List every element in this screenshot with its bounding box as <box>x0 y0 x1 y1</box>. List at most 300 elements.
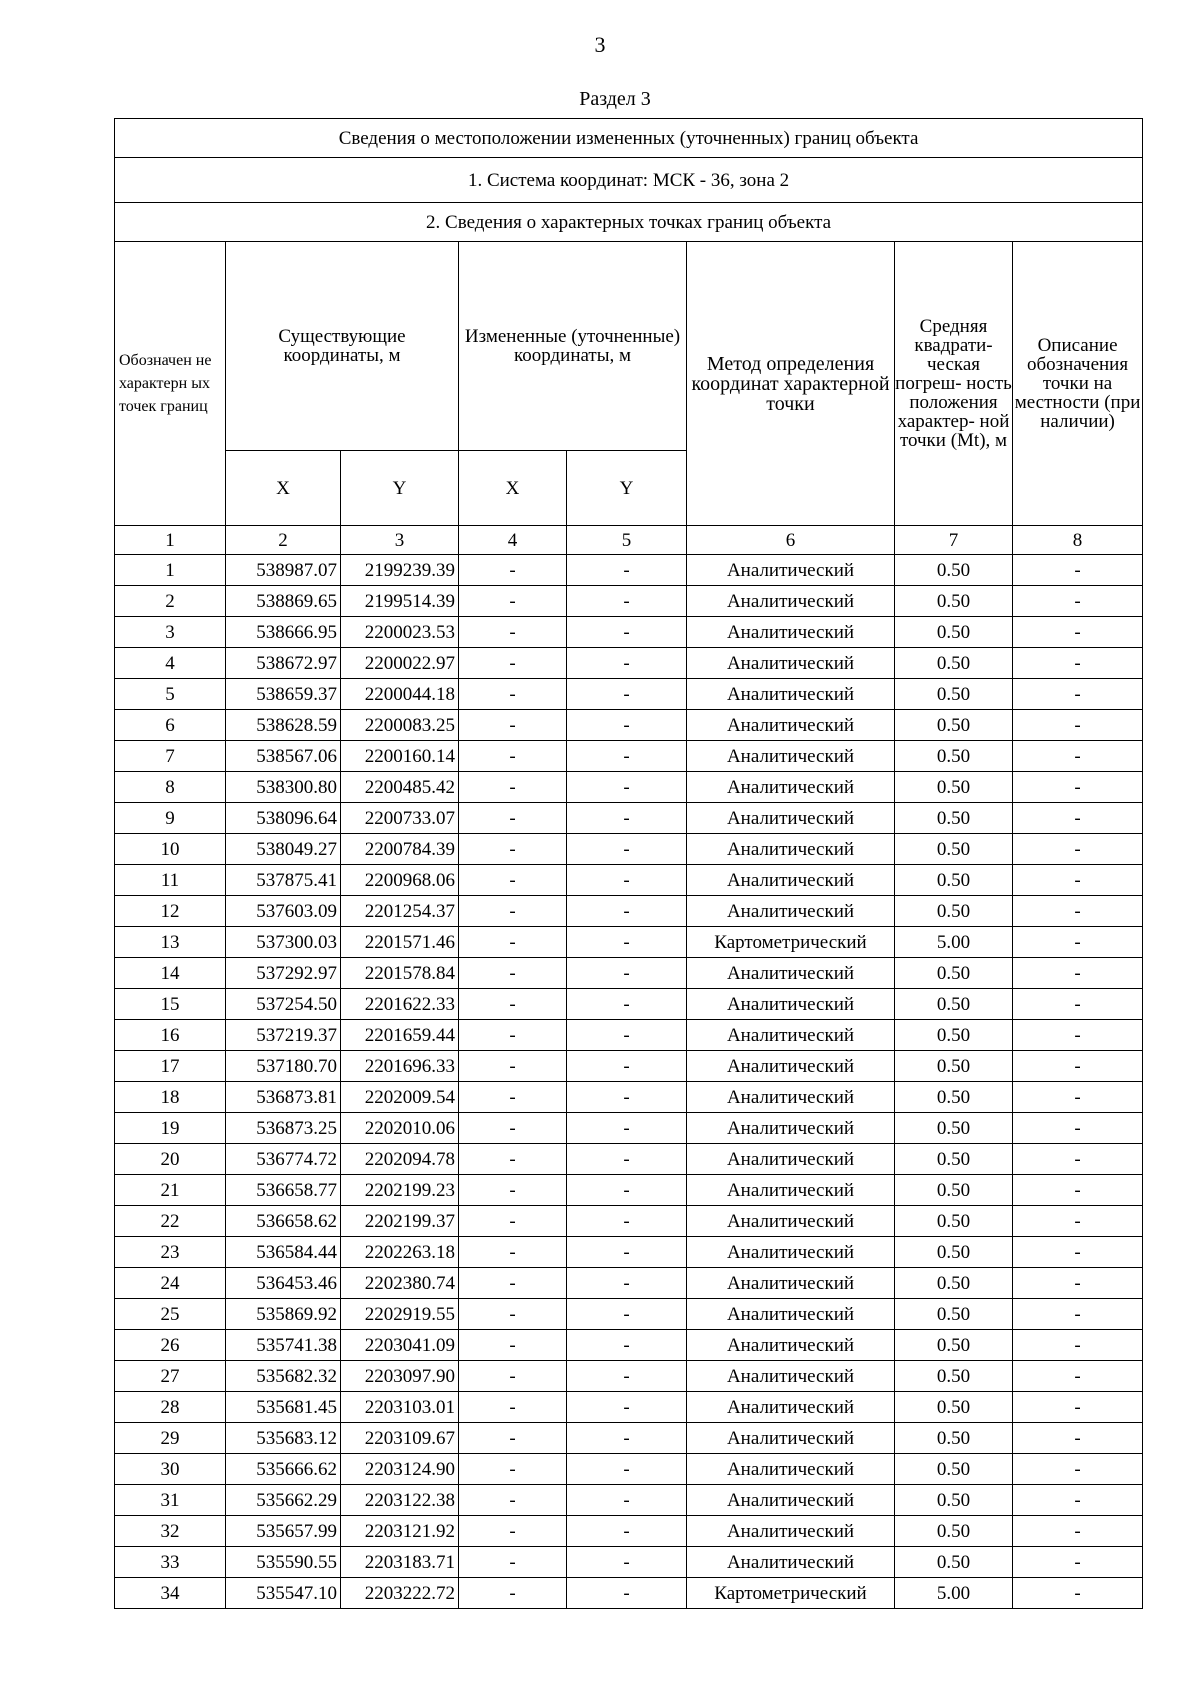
table-row <box>115 1144 1143 1175</box>
cell-changed-x: - <box>459 803 567 834</box>
cell-changed-y: - <box>567 1237 687 1268</box>
cell-accuracy: 0.50 <box>895 865 1013 896</box>
cell-existing-y: 2200044.18 <box>341 679 459 710</box>
cell-point-number: 3 <box>115 617 226 648</box>
cell-accuracy: 0.50 <box>895 1516 1013 1547</box>
cell-description: - <box>1013 896 1143 927</box>
cell-existing-x: 537254.50 <box>226 989 341 1020</box>
cell-existing-x: 537180.70 <box>226 1051 341 1082</box>
cell-existing-y: 2201578.84 <box>341 958 459 989</box>
cell-accuracy: 0.50 <box>895 1237 1013 1268</box>
cell-existing-y: 2200022.97 <box>341 648 459 679</box>
cell-method: Аналитический <box>687 1113 895 1144</box>
cell-existing-x: 538567.06 <box>226 741 341 772</box>
cell-description: - <box>1013 555 1143 586</box>
cell-accuracy: 0.50 <box>895 1423 1013 1454</box>
cell-method: Аналитический <box>687 1175 895 1206</box>
cell-existing-y: 2202263.18 <box>341 1237 459 1268</box>
cell-existing-y: 2200083.25 <box>341 710 459 741</box>
column-number: 3 <box>341 526 459 555</box>
header-changed-x: X <box>459 451 567 526</box>
cell-changed-x: - <box>459 1051 567 1082</box>
cell-accuracy: 0.50 <box>895 1330 1013 1361</box>
cell-method: Аналитический <box>687 772 895 803</box>
cell-point-number: 2 <box>115 586 226 617</box>
cell-point-number: 16 <box>115 1020 226 1051</box>
cell-point-number: 28 <box>115 1392 226 1423</box>
cell-method: Аналитический <box>687 1237 895 1268</box>
column-number: 5 <box>567 526 687 555</box>
cell-accuracy: 0.50 <box>895 555 1013 586</box>
cell-description: - <box>1013 648 1143 679</box>
cell-point-number: 31 <box>115 1485 226 1516</box>
cell-accuracy: 0.50 <box>895 1113 1013 1144</box>
cell-method: Аналитический <box>687 1516 895 1547</box>
cell-changed-y: - <box>567 1547 687 1578</box>
cell-existing-x: 537300.03 <box>226 927 341 958</box>
table-row <box>115 1547 1143 1578</box>
cell-existing-y: 2201254.37 <box>341 896 459 927</box>
cell-changed-y: - <box>567 865 687 896</box>
cell-changed-y: - <box>567 896 687 927</box>
cell-changed-x: - <box>459 586 567 617</box>
cell-method: Картометрический <box>687 1578 895 1609</box>
cell-description: - <box>1013 865 1143 896</box>
points-info-row: 2. Сведения о характерных точках границ объекта <box>115 203 1143 242</box>
table-row <box>115 1516 1143 1547</box>
cell-method: Аналитический <box>687 1454 895 1485</box>
cell-existing-y: 2201622.33 <box>341 989 459 1020</box>
cell-existing-y: 2201696.33 <box>341 1051 459 1082</box>
cell-accuracy: 0.50 <box>895 772 1013 803</box>
cell-existing-y: 2200733.07 <box>341 803 459 834</box>
table-row <box>115 555 1143 586</box>
column-number: 8 <box>1013 526 1143 555</box>
cell-accuracy: 0.50 <box>895 803 1013 834</box>
cell-method: Аналитический <box>687 1206 895 1237</box>
column-number: 2 <box>226 526 341 555</box>
cell-accuracy: 0.50 <box>895 710 1013 741</box>
cell-description: - <box>1013 1547 1143 1578</box>
cell-changed-x: - <box>459 710 567 741</box>
cell-method: Аналитический <box>687 648 895 679</box>
column-number: 6 <box>687 526 895 555</box>
cell-existing-x: 535547.10 <box>226 1578 341 1609</box>
cell-accuracy: 0.50 <box>895 1485 1013 1516</box>
cell-existing-x: 536658.62 <box>226 1206 341 1237</box>
cell-existing-x: 536873.25 <box>226 1113 341 1144</box>
table-row <box>115 1423 1143 1454</box>
cell-existing-y: 2202919.55 <box>341 1299 459 1330</box>
cell-changed-x: - <box>459 1113 567 1144</box>
cell-existing-y: 2201659.44 <box>341 1020 459 1051</box>
cell-changed-y: - <box>567 555 687 586</box>
cell-method: Аналитический <box>687 1485 895 1516</box>
table-row <box>115 1113 1143 1144</box>
cell-changed-x: - <box>459 865 567 896</box>
cell-description: - <box>1013 989 1143 1020</box>
cell-existing-x: 536584.44 <box>226 1237 341 1268</box>
column-number: 7 <box>895 526 1013 555</box>
cell-point-number: 23 <box>115 1237 226 1268</box>
boundary-points-table <box>114 118 1143 1609</box>
cell-point-number: 15 <box>115 989 226 1020</box>
cell-point-number: 13 <box>115 927 226 958</box>
cell-method: Аналитический <box>687 989 895 1020</box>
cell-changed-x: - <box>459 1144 567 1175</box>
cell-existing-y: 2203183.71 <box>341 1547 459 1578</box>
cell-method: Аналитический <box>687 710 895 741</box>
cell-point-number: 32 <box>115 1516 226 1547</box>
cell-method: Картометрический <box>687 927 895 958</box>
table-row <box>115 1051 1143 1082</box>
cell-point-number: 29 <box>115 1423 226 1454</box>
cell-accuracy: 0.50 <box>895 1020 1013 1051</box>
cell-description: - <box>1013 679 1143 710</box>
cell-changed-y: - <box>567 1268 687 1299</box>
cell-existing-y: 2202199.37 <box>341 1206 459 1237</box>
cell-description: - <box>1013 1361 1143 1392</box>
cell-changed-y: - <box>567 1175 687 1206</box>
cell-changed-y: - <box>567 958 687 989</box>
cell-accuracy: 0.50 <box>895 586 1013 617</box>
cell-existing-x: 536658.77 <box>226 1175 341 1206</box>
table-row <box>115 710 1143 741</box>
cell-changed-x: - <box>459 741 567 772</box>
cell-point-number: 10 <box>115 834 226 865</box>
table-row <box>115 1299 1143 1330</box>
cell-changed-x: - <box>459 1299 567 1330</box>
cell-existing-y: 2200784.39 <box>341 834 459 865</box>
cell-point-number: 8 <box>115 772 226 803</box>
cell-existing-x: 535682.32 <box>226 1361 341 1392</box>
cell-description: - <box>1013 1485 1143 1516</box>
table-row <box>115 1175 1143 1206</box>
cell-method: Аналитический <box>687 741 895 772</box>
table-row <box>115 1578 1143 1609</box>
cell-existing-y: 2203124.90 <box>341 1454 459 1485</box>
cell-point-number: 6 <box>115 710 226 741</box>
cell-changed-y: - <box>567 1392 687 1423</box>
header-existing-coords: Существующие координаты, м <box>226 242 459 451</box>
cell-method: Аналитический <box>687 958 895 989</box>
cell-existing-y: 2203222.72 <box>341 1578 459 1609</box>
table-row <box>115 679 1143 710</box>
cell-description: - <box>1013 1082 1143 1113</box>
cell-existing-x: 536873.81 <box>226 1082 341 1113</box>
cell-method: Аналитический <box>687 1423 895 1454</box>
header-existing-y: Y <box>341 451 459 526</box>
cell-point-number: 21 <box>115 1175 226 1206</box>
cell-method: Аналитический <box>687 586 895 617</box>
cell-changed-y: - <box>567 1454 687 1485</box>
cell-description: - <box>1013 1330 1143 1361</box>
cell-description: - <box>1013 617 1143 648</box>
table-row <box>115 1454 1143 1485</box>
cell-accuracy: 0.50 <box>895 834 1013 865</box>
cell-accuracy: 0.50 <box>895 1051 1013 1082</box>
cell-method: Аналитический <box>687 1547 895 1578</box>
cell-method: Аналитический <box>687 1144 895 1175</box>
cell-existing-x: 537875.41 <box>226 865 341 896</box>
cell-point-number: 26 <box>115 1330 226 1361</box>
cell-existing-y: 2203041.09 <box>341 1330 459 1361</box>
cell-changed-x: - <box>459 896 567 927</box>
cell-description: - <box>1013 1206 1143 1237</box>
cell-method: Аналитический <box>687 1268 895 1299</box>
table-row <box>115 1361 1143 1392</box>
cell-changed-y: - <box>567 803 687 834</box>
cell-changed-y: - <box>567 1578 687 1609</box>
cell-existing-y: 2202380.74 <box>341 1268 459 1299</box>
cell-changed-x: - <box>459 989 567 1020</box>
cell-changed-y: - <box>567 1485 687 1516</box>
table-row <box>115 834 1143 865</box>
cell-accuracy: 0.50 <box>895 1268 1013 1299</box>
cell-point-number: 18 <box>115 1082 226 1113</box>
cell-method: Аналитический <box>687 1299 895 1330</box>
table-row <box>115 648 1143 679</box>
table-row <box>115 1237 1143 1268</box>
cell-description: - <box>1013 1454 1143 1485</box>
cell-point-number: 1 <box>115 555 226 586</box>
table-row <box>115 803 1143 834</box>
cell-description: - <box>1013 1020 1143 1051</box>
header-method: Метод определения координат характерной точки <box>687 242 895 526</box>
cell-changed-y: - <box>567 1082 687 1113</box>
cell-accuracy: 0.50 <box>895 648 1013 679</box>
cell-changed-y: - <box>567 586 687 617</box>
cell-existing-y: 2200968.06 <box>341 865 459 896</box>
cell-existing-x: 538666.95 <box>226 617 341 648</box>
table-row <box>115 1268 1143 1299</box>
cell-changed-y: - <box>567 1206 687 1237</box>
cell-changed-y: - <box>567 1299 687 1330</box>
cell-description: - <box>1013 772 1143 803</box>
cell-method: Аналитический <box>687 834 895 865</box>
cell-changed-x: - <box>459 1175 567 1206</box>
page-number: 3 <box>594 32 606 57</box>
cell-point-number: 24 <box>115 1268 226 1299</box>
cell-changed-y: - <box>567 679 687 710</box>
cell-description: - <box>1013 803 1143 834</box>
cell-existing-y: 2200023.53 <box>341 617 459 648</box>
cell-description: - <box>1013 710 1143 741</box>
cell-changed-x: - <box>459 1361 567 1392</box>
cell-existing-x: 535666.62 <box>226 1454 341 1485</box>
cell-existing-x: 538659.37 <box>226 679 341 710</box>
cell-existing-x: 537603.09 <box>226 896 341 927</box>
header-accuracy: Средняя квадрати- ческая погреш- ность положения характер- ной точки (Mt), м <box>895 242 1013 526</box>
cell-point-number: 22 <box>115 1206 226 1237</box>
cell-point-number: 33 <box>115 1547 226 1578</box>
cell-existing-y: 2199239.39 <box>341 555 459 586</box>
cell-description: - <box>1013 1423 1143 1454</box>
cell-point-number: 20 <box>115 1144 226 1175</box>
cell-existing-x: 535683.12 <box>226 1423 341 1454</box>
cell-accuracy: 0.50 <box>895 1299 1013 1330</box>
cell-changed-y: - <box>567 1144 687 1175</box>
cell-existing-x: 538096.64 <box>226 803 341 834</box>
cell-point-number: 14 <box>115 958 226 989</box>
header-point-designation: Обозначен не характерн ых точек границ <box>115 242 226 526</box>
cell-existing-x: 537219.37 <box>226 1020 341 1051</box>
cell-accuracy: 0.50 <box>895 1361 1013 1392</box>
table-row <box>115 958 1143 989</box>
cell-existing-x: 538628.59 <box>226 710 341 741</box>
cell-changed-x: - <box>459 1423 567 1454</box>
cell-method: Аналитический <box>687 1020 895 1051</box>
header-changed-y: Y <box>567 451 687 526</box>
cell-changed-x: - <box>459 958 567 989</box>
header-description: Описание обозначения точки на местности (при наличии) <box>1013 242 1143 526</box>
cell-accuracy: 0.50 <box>895 1206 1013 1237</box>
cell-accuracy: 0.50 <box>895 958 1013 989</box>
cell-changed-y: - <box>567 989 687 1020</box>
cell-changed-x: - <box>459 555 567 586</box>
cell-existing-x: 538987.07 <box>226 555 341 586</box>
cell-existing-x: 535662.29 <box>226 1485 341 1516</box>
cell-point-number: 9 <box>115 803 226 834</box>
table-row <box>115 1206 1143 1237</box>
table-row <box>115 1330 1143 1361</box>
cell-accuracy: 0.50 <box>895 1392 1013 1423</box>
cell-existing-x: 537292.97 <box>226 958 341 989</box>
table-row <box>115 617 1143 648</box>
cell-changed-y: - <box>567 1423 687 1454</box>
table-row <box>115 1485 1143 1516</box>
table-row <box>115 586 1143 617</box>
cell-accuracy: 0.50 <box>895 989 1013 1020</box>
cell-method: Аналитический <box>687 1392 895 1423</box>
table-row <box>115 1392 1143 1423</box>
cell-method: Аналитический <box>687 896 895 927</box>
cell-existing-y: 2202009.54 <box>341 1082 459 1113</box>
cell-description: - <box>1013 1268 1143 1299</box>
table-row <box>115 772 1143 803</box>
cell-point-number: 7 <box>115 741 226 772</box>
cell-existing-y: 2200160.14 <box>341 741 459 772</box>
cell-accuracy: 0.50 <box>895 1454 1013 1485</box>
cell-existing-x: 535590.55 <box>226 1547 341 1578</box>
cell-description: - <box>1013 1392 1143 1423</box>
cell-method: Аналитический <box>687 865 895 896</box>
cell-description: - <box>1013 1144 1143 1175</box>
cell-changed-y: - <box>567 1330 687 1361</box>
cell-existing-y: 2202010.06 <box>341 1113 459 1144</box>
cell-accuracy: 5.00 <box>895 1578 1013 1609</box>
cell-changed-x: - <box>459 927 567 958</box>
cell-changed-x: - <box>459 1578 567 1609</box>
cell-existing-y: 2202094.78 <box>341 1144 459 1175</box>
cell-point-number: 19 <box>115 1113 226 1144</box>
cell-changed-y: - <box>567 1516 687 1547</box>
cell-accuracy: 0.50 <box>895 679 1013 710</box>
cell-changed-x: - <box>459 1485 567 1516</box>
cell-existing-y: 2203103.01 <box>341 1392 459 1423</box>
cell-changed-y: - <box>567 927 687 958</box>
cell-accuracy: 0.50 <box>895 617 1013 648</box>
cell-existing-y: 2201571.46 <box>341 927 459 958</box>
cell-changed-x: - <box>459 1268 567 1299</box>
table-row <box>115 1020 1143 1051</box>
cell-changed-y: - <box>567 834 687 865</box>
cell-point-number: 34 <box>115 1578 226 1609</box>
table-row <box>115 1082 1143 1113</box>
cell-method: Аналитический <box>687 555 895 586</box>
cell-changed-x: - <box>459 1082 567 1113</box>
cell-point-number: 11 <box>115 865 226 896</box>
cell-method: Аналитический <box>687 617 895 648</box>
cell-existing-x: 535869.92 <box>226 1299 341 1330</box>
cell-existing-y: 2203122.38 <box>341 1485 459 1516</box>
cell-point-number: 27 <box>115 1361 226 1392</box>
column-number: 1 <box>115 526 226 555</box>
table-row <box>115 989 1143 1020</box>
cell-changed-x: - <box>459 772 567 803</box>
cell-existing-y: 2203097.90 <box>341 1361 459 1392</box>
cell-existing-x: 535741.38 <box>226 1330 341 1361</box>
cell-method: Аналитический <box>687 1051 895 1082</box>
cell-accuracy: 0.50 <box>895 896 1013 927</box>
header-existing-x: X <box>226 451 341 526</box>
cell-description: - <box>1013 927 1143 958</box>
cell-changed-y: - <box>567 710 687 741</box>
cell-existing-x: 538672.97 <box>226 648 341 679</box>
cell-existing-y: 2203109.67 <box>341 1423 459 1454</box>
cell-changed-y: - <box>567 1361 687 1392</box>
cell-accuracy: 0.50 <box>895 1547 1013 1578</box>
cell-changed-x: - <box>459 1206 567 1237</box>
cell-description: - <box>1013 834 1143 865</box>
cell-accuracy: 0.50 <box>895 741 1013 772</box>
cell-existing-y: 2203121.92 <box>341 1516 459 1547</box>
cell-changed-x: - <box>459 617 567 648</box>
cell-existing-x: 536453.46 <box>226 1268 341 1299</box>
cell-existing-x: 538300.80 <box>226 772 341 803</box>
cell-description: - <box>1013 1113 1143 1144</box>
cell-changed-x: - <box>459 1516 567 1547</box>
cell-description: - <box>1013 1299 1143 1330</box>
cell-existing-x: 535657.99 <box>226 1516 341 1547</box>
cell-description: - <box>1013 1578 1143 1609</box>
cell-accuracy: 0.50 <box>895 1144 1013 1175</box>
cell-description: - <box>1013 741 1143 772</box>
cell-method: Аналитический <box>687 1330 895 1361</box>
section-title: Раздел 3 <box>579 88 651 110</box>
cell-changed-y: - <box>567 772 687 803</box>
table-row <box>115 741 1143 772</box>
cell-changed-y: - <box>567 741 687 772</box>
cell-method: Аналитический <box>687 1082 895 1113</box>
cell-existing-y: 2199514.39 <box>341 586 459 617</box>
cell-existing-y: 2200485.42 <box>341 772 459 803</box>
column-numbers-row <box>115 526 1143 555</box>
table-row <box>115 927 1143 958</box>
cell-existing-x: 536774.72 <box>226 1144 341 1175</box>
cell-accuracy: 5.00 <box>895 927 1013 958</box>
cell-point-number: 12 <box>115 896 226 927</box>
cell-accuracy: 0.50 <box>895 1175 1013 1206</box>
cell-existing-x: 538869.65 <box>226 586 341 617</box>
column-number: 4 <box>459 526 567 555</box>
cell-changed-x: - <box>459 1330 567 1361</box>
table-title: Сведения о местоположении измененных (уточненных) границ объекта <box>115 119 1143 158</box>
cell-existing-x: 538049.27 <box>226 834 341 865</box>
cell-method: Аналитический <box>687 679 895 710</box>
cell-changed-y: - <box>567 1113 687 1144</box>
cell-method: Аналитический <box>687 1361 895 1392</box>
